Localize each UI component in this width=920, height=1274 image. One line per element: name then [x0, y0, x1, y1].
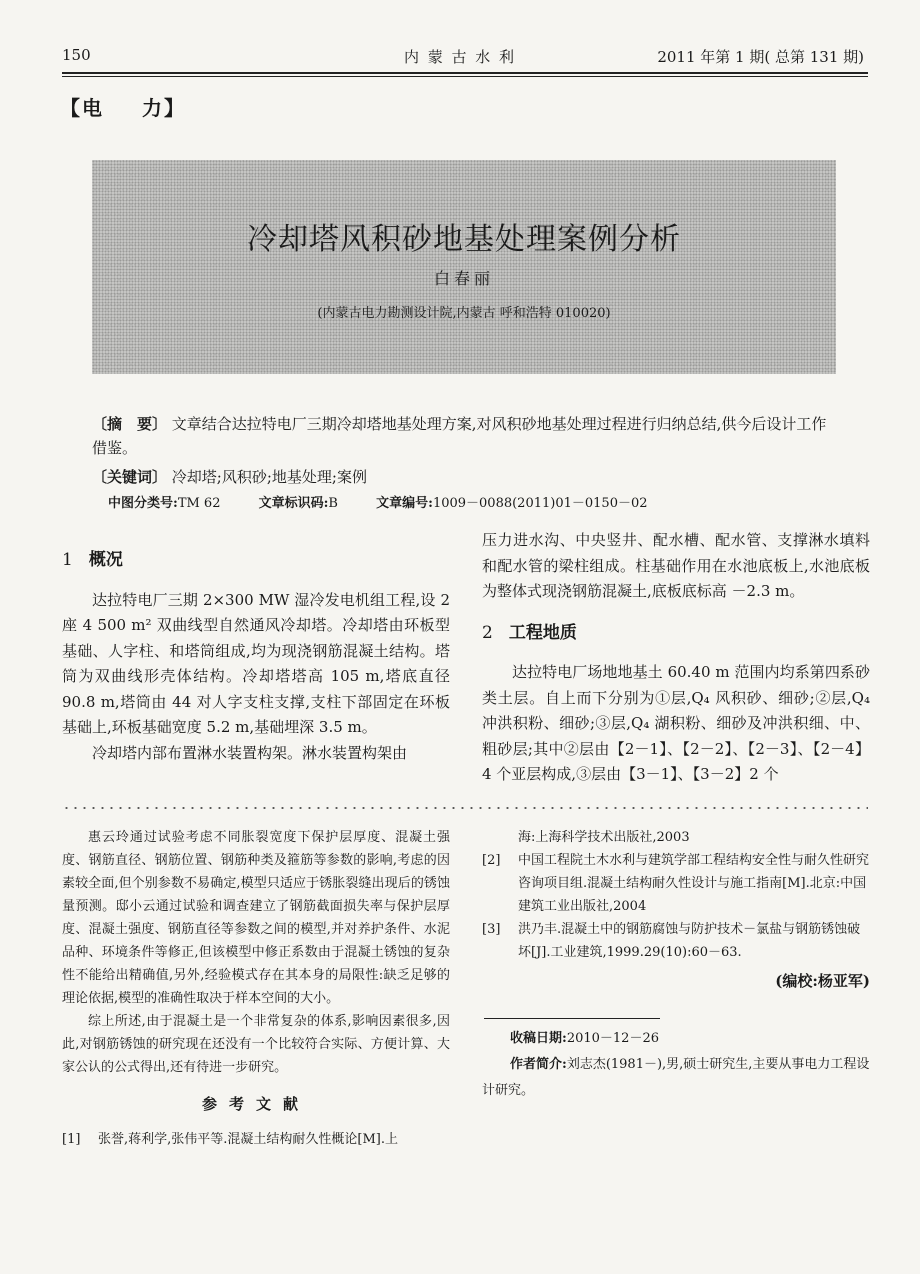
- classification-line: [108, 492, 848, 511]
- bio-text: 刘志杰(1981－),男,硕士研究生,主要从事电力工程设计研究。: [482, 1057, 870, 1098]
- section-tag: [60, 92, 186, 121]
- reference-3-text: 洪乃丰.混凝土中的钢筋腐蚀与防护技术－氯盐与钢筋锈蚀破坏[J].工业建筑,1999.29(10):60－63.: [518, 922, 861, 960]
- received-date: [482, 1026, 870, 1052]
- references-title: 参考文献: [201, 1095, 310, 1113]
- article-no-label: 文章编号:: [376, 496, 433, 511]
- received-value: 2010－12－26: [566, 1031, 659, 1046]
- keywords: [92, 466, 834, 487]
- reference-1-continued: 海:上海科学技术出版社,2003: [518, 830, 690, 845]
- journal-name: 内 蒙 古 水 利: [403, 48, 517, 66]
- abstract-label: 〔摘 要〕: [92, 415, 168, 433]
- right-column: [482, 528, 870, 788]
- header-rule-thin: [62, 76, 868, 77]
- abstract: [92, 412, 834, 460]
- section-2-title: 工程地质: [508, 622, 577, 643]
- reference-1-text: 张誉,蒋利学,张伟平等.混凝土结构耐久性概论[M].上: [98, 1132, 398, 1147]
- article-affiliation: (内蒙古电力勘测设计院,内蒙古 呼和浩特 010020): [317, 306, 611, 321]
- reference-1: [62, 1128, 450, 1151]
- section-2-number: 2: [482, 622, 493, 643]
- author-bio: [482, 1052, 870, 1104]
- section-2-paragraph-1: 达拉特电厂场地地基土 60.40 m 范围内均系第四系砂类土层。自上而下分别为①层,Q₄ 风积砂、细砂;②层,Q₄ 冲洪积粉、细砂;③层,Q₄ 湖积粉、细砂及冲洪积细、中、粗砂层;其中②层由【2－1】、【2－2】、【2－3】、【2－4】4 个亚层构成,③层由【3－1】、【3－2】2 个: [482, 663, 870, 783]
- left-column: [62, 548, 450, 766]
- page-number: 150: [62, 46, 91, 64]
- section-1-title: 概况: [88, 550, 123, 570]
- reference-3: [482, 918, 870, 964]
- received-label: 收稿日期:: [510, 1031, 567, 1046]
- footnote: [482, 1026, 870, 1104]
- clc-label: 中图分类号:: [108, 496, 178, 511]
- article-author: 白春丽: [433, 269, 494, 288]
- prev-article-left-column: [62, 826, 450, 1151]
- doc-code-value: B: [328, 496, 338, 511]
- article-no-value: 1009－0088(2011)01－0150－02: [432, 496, 648, 511]
- reference-2-number: [2]: [482, 853, 501, 868]
- reference-2-text: 中国工程院土木水利与建筑学部工程结构安全性与耐久性研究咨询项目组.混凝土结构耐久性设计与施工指南[M].北京:中国建筑工业出版社,2004: [518, 853, 870, 914]
- bio-label: 作者简介:: [510, 1057, 567, 1072]
- editor-note: (编校:杨亚军): [775, 972, 870, 990]
- section-tag-right: 力】: [142, 96, 186, 120]
- section-1-paragraph-2: 冷却塔内部布置淋水装置构架。淋水装置构架由: [92, 743, 408, 762]
- reference-1-number: [1]: [62, 1132, 81, 1147]
- reference-2: [482, 849, 870, 918]
- clc-value: TM 62: [177, 496, 221, 511]
- keywords-label: 〔关键词〕: [92, 468, 168, 486]
- article-title: 冷却塔风积砂地基处理案例分析: [247, 222, 681, 257]
- section-tag-left: 【电: [60, 96, 104, 120]
- footnote-rule: [484, 1018, 660, 1019]
- prev-article-paragraph-2: 综上所述,由于混凝土是一个非常复杂的体系,影响因素很多,因此,对钢筋锈蚀的研究现在还没有一个比较符合实际、方便计算、大家公认的公式得出,还有待进一步研究。: [62, 1014, 450, 1075]
- keywords-text: 冷却塔;风积砂;地基处理;案例: [171, 468, 367, 486]
- prev-article-right-column: [482, 826, 870, 991]
- section-1-paragraph-2-continued: 压力进水沟、中央竖井、配水槽、配水管、支撑淋水填料和配水管的梁柱组成。柱基础作用在水池底板上,水池底板为整体式现浇钢筋混凝土,底板底标高 －2.3 m。: [482, 531, 870, 600]
- section-1-heading: [62, 548, 450, 574]
- prev-article-paragraph-1: 惠云玲通过试验考虑不同胀裂宽度下保护层厚度、混凝土强度、钢筋直径、钢筋位置、钢筋种类及箍筋等参数的影响,考虑的因素较全面,但个别参数不易确定,模型只适应于锈胀裂缝出现后的锈蚀量预测。邸小云通过试验和调查建立了钢筋截面损失率与保护层厚度、混凝土强度、钢筋直径等参数之间的模型,并对养护条件、水泥品种、环境条件等修正,但该模型中修正系数由于混凝土锈蚀的复杂性不能给出精确值,另外,经验模式存在其本身的局限性:缺乏足够的理论依据,模型的准确性取决于样本空间的大小。: [62, 830, 450, 1006]
- section-1-paragraph-1: 达拉特电厂三期 2×300 MW 湿冷发电机组工程,设 2 座 4 500 m² 双曲线型自然通风冷却塔。冷却塔由环板型基础、人字柱、和塔筒组成,均为现浇钢筋混凝土结构。塔筒为双曲线形壳体结构。冷却塔塔高 105 m,塔底直径 90.8 m,塔筒由 44 对人字支柱支撑,支柱下部固定在环板基础上,环板基础宽度 5.2 m,基础埋深 3.5 m。: [62, 590, 450, 736]
- abstract-text: 文章结合达拉特电厂三期冷却塔地基处理方案,对风积砂地基处理过程进行归纳总结,供今后设计工作借鉴。: [92, 415, 827, 457]
- issue-info: 2011 年第 1 期( 总第 131 期): [657, 48, 864, 66]
- header-rule: [62, 72, 868, 74]
- section-1-number: 1: [62, 550, 73, 570]
- section-2-heading: [482, 621, 870, 647]
- doc-code-label: 文章标识码:: [258, 496, 329, 511]
- reference-3-number: [3]: [482, 922, 501, 937]
- article-separator: [62, 805, 868, 811]
